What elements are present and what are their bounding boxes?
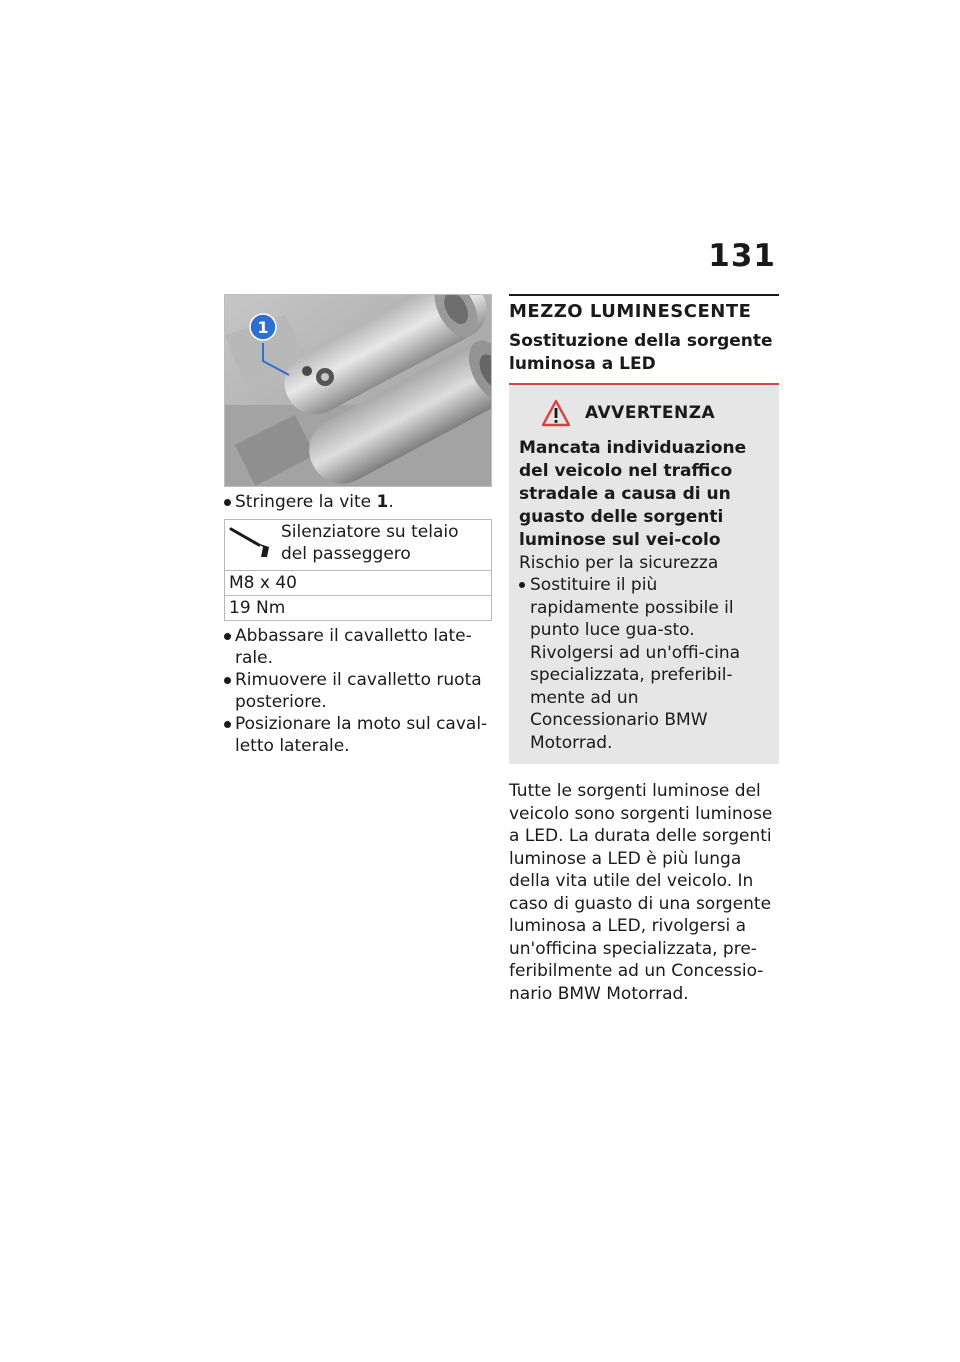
torque-spec-table xyxy=(224,519,492,621)
page-number: 131 xyxy=(708,238,776,274)
exhaust-silencer-photo xyxy=(224,294,492,487)
step-tighten-screw: Stringere la vite 1. xyxy=(224,491,492,513)
body-paragraph: Tutte le sorgenti luminose del veicolo sono sorgenti luminose a LED. La durata delle sorgenti luminose a LED è più lunga della vita utile del veicolo. In caso di guasto di una sorgente luminosa a LED, rivolgersi a un'officina specializzata, pre-feribilmente ad un Concessio-nario BMW Motorrad. xyxy=(509,781,773,1004)
step-item: Rimuovere il cavalletto ruota posteriore. xyxy=(224,669,492,713)
warning-triangle-icon xyxy=(541,399,571,427)
step-item: Posizionare la moto sul caval-letto laterale. xyxy=(224,713,492,757)
warning-header xyxy=(519,399,769,427)
warning-title: Mancata individuazione del veicolo nel traffico stradale a causa di un guasto delle sorgenti luminose sul vei-colo xyxy=(519,438,747,550)
left-column xyxy=(224,294,492,757)
warning-action: Sostituire il più rapidamente possibile il punto luce gua-sto. Rivolgersi ad un'offi-cina specializzata, preferibil-mente ad un Concessionario BMW Motorrad. xyxy=(519,574,769,754)
torque-spec-header: Silenziatore su telaio del passeggero xyxy=(225,520,492,571)
section-title: MEZZO LUMINESCENTE xyxy=(509,294,779,324)
warning-label: AVVERTENZA xyxy=(585,403,716,423)
step-item: Abbassare il cavalletto late-rale. xyxy=(224,625,492,669)
sub-title: Sostituzione della sorgente luminosa a LED xyxy=(509,330,779,385)
figure-callout-1: 1 xyxy=(257,318,269,337)
warning-box xyxy=(509,385,779,764)
torque-wrench-icon xyxy=(229,523,273,559)
right-column xyxy=(509,294,779,1005)
step-list-2 xyxy=(224,625,492,757)
torque-screw-size: M8 x 40 xyxy=(225,571,492,596)
torque-value: 19 Nm xyxy=(225,596,492,621)
warning-actions xyxy=(519,574,769,754)
warning-risk: Rischio per la sicurezza xyxy=(519,553,719,573)
step-list-1 xyxy=(224,491,492,513)
